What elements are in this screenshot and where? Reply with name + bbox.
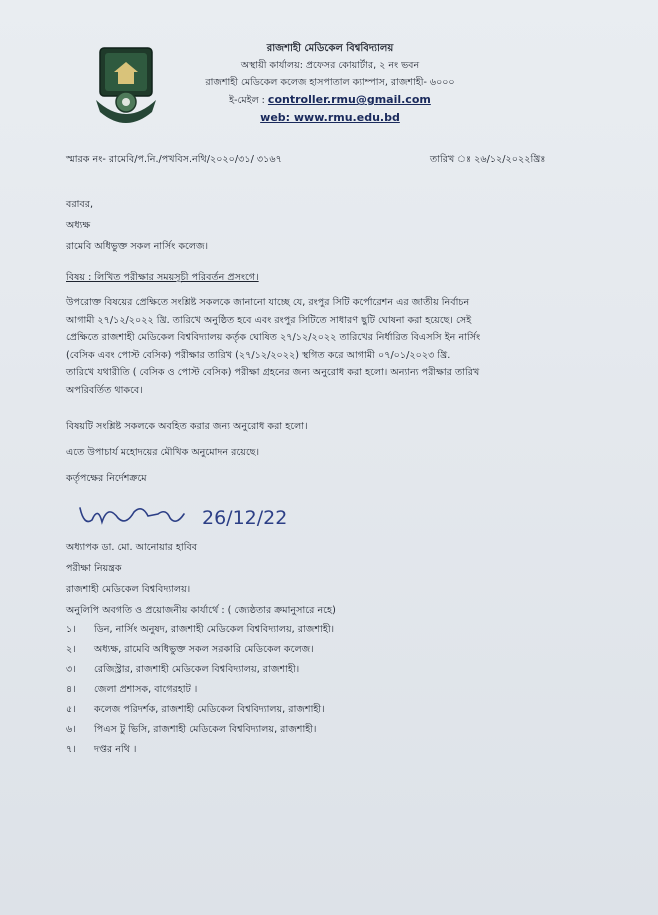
body-line: আগামী ২৭/১২/২০২২ খ্রি. তারিখে অনুষ্ঠিত হবে এবং রংপুর সিটিতে সাধারণ ছুটি ঘোষনা করা হয়েছে। সেই — [66, 314, 472, 326]
signatory-title: পরীক্ষা নিয়ন্ত্রক — [66, 563, 122, 574]
signatory-org: রাজশাহী মেডিকেল বিশ্ববিদ্যালয়। — [66, 584, 191, 595]
signature-date: 26/12/22 — [202, 507, 288, 529]
web-link[interactable]: web: www.rmu.edu.bd — [260, 111, 400, 124]
recipient-title: অধ্যক্ষ — [66, 220, 91, 231]
body-line: অপরিবর্তিত থাকবে। — [66, 384, 143, 396]
cc-item — [66, 680, 334, 700]
office-address: অস্থায়ী কার্যালয়: প্রফেসর কোয়ার্টার, ২ নং ভবন — [240, 60, 420, 71]
cc-number: ২। — [66, 643, 76, 655]
subject-line: বিষয় : লিখিত পরীক্ষার সময়সূচী পরিবর্তন প্রসংগে। — [66, 272, 259, 283]
cc-item — [66, 720, 334, 740]
cc-item — [66, 740, 334, 760]
memo-number: স্মারক নং- রামেবি/প.নি./পখবিস.নথি/২০২০/৩১/ ৩১৬৭ — [66, 154, 282, 165]
cc-text: পিএস টু ভিসি, রাজশাহী মেডিকেল বিশ্ববিদ্যালয়, রাজশাহী। — [94, 723, 317, 735]
cc-text: দপ্তর নথি । — [94, 743, 137, 755]
cc-number: ৫। — [66, 703, 76, 715]
cc-number: ৭। — [66, 743, 76, 755]
campus-address: রাজশাহী মেডিকেল কলেজ হাসপাতাল ক্যাম্পাস, রাজশাহী- ৬০০০ — [205, 77, 455, 88]
cc-item — [66, 700, 334, 720]
body-line: (বেসিক এবং পোস্ট বেসিক) পরীক্ষার তারিখ (২৭/১২/২০২২) স্থগিত করে আগামী ০৭/০১/২০২৩ খ্রি. — [66, 349, 451, 361]
recipient-org: রামেবি অধিভুক্ত সকল নার্সিং কলেজ। — [66, 241, 209, 252]
cc-text: ডিন, নার্সিং অনুষদ, রাজশাহী মেডিকেল বিশ্ববিদ্যালয়, রাজশাহী। — [94, 623, 335, 635]
cc-number: ৬। — [66, 723, 76, 735]
body-line: প্রেক্ষিতে রাজশাহী মেডিকেল বিশ্ববিদ্যালয় কর্তৃক ঘোষিত ২৭/১২/২০২২ তারিখের নির্ধারিত বিএসসি ইন নার্সিং — [66, 332, 481, 343]
email-line — [180, 91, 480, 109]
cc-heading: অনুলিপি অবগতি ও প্রয়োজনীয় কার্যার্থে : ( জ্যেষ্ঠতার ক্রমানুসারে নহে) — [66, 605, 336, 616]
body-line: তারিখে যথারীতি ( বেসিক ও পোস্ট বেসিক) পরীক্ষা গ্রহনের জন্য অনুরোধ করা হলো। অন্যান্য পরীক্ষার তারিখ — [66, 367, 480, 378]
request-line: বিষয়টি সংশ্লিষ্ট সকলকে অবহিত করার জন্য অনুরোধ করা হলো। — [66, 421, 308, 432]
recipient-salutation: বরাবর, — [66, 199, 94, 210]
handwritten-signature — [74, 498, 324, 532]
university-logo — [92, 42, 160, 124]
cc-list — [66, 620, 334, 760]
cc-item — [66, 660, 334, 680]
letter-date: তারিখ ঃ ২৬/১২/২০২২খ্রিঃ — [430, 154, 546, 165]
cc-item — [66, 640, 334, 660]
email-label: ই-মেইল : — [229, 95, 265, 106]
cc-number: ৪। — [66, 683, 76, 695]
body-paragraph — [66, 294, 612, 399]
letterhead — [180, 40, 480, 126]
cc-text: কলেজ পরিদর্শক, রাজশাহী মেডিকেল বিশ্ববিদ্যালয়, রাজশাহী। — [94, 703, 325, 715]
cc-number: ১। — [66, 623, 76, 635]
cc-text: রেজিস্ট্রার, রাজশাহী মেডিকেল বিশ্ববিদ্যালয়, রাজশাহী। — [94, 663, 300, 675]
cc-text: জেলা প্রশাসক, বাগেরহাট । — [94, 683, 198, 695]
cc-text: অধ্যক্ষ, রামেবি অধিভুক্ত সকল সরকারি মেডিকেল কলেজ। — [94, 643, 314, 655]
body-line: উপরোক্ত বিষয়ের প্রেক্ষিতে সংশ্লিষ্ট সকলকে জানানো যাচ্ছে যে, রংপুর সিটি কর্পোরেশন এর জাতীয় নির্বাচন — [66, 297, 470, 308]
cc-item — [66, 620, 334, 640]
signatory-name: অধ্যাপক ডা. মো. আনোয়ার হাবিব — [66, 542, 198, 553]
authority-line: কর্তৃপক্ষের নির্দেশক্রমে — [66, 473, 147, 484]
cc-number: ৩। — [66, 663, 76, 675]
email-link[interactable]: controller.rmu@gmail.com — [267, 93, 431, 106]
university-name: রাজশাহী মেডিকেল বিশ্ববিদ্যালয় — [266, 43, 394, 54]
approval-line: এতে উপাচার্য মহোদয়ের মৌখিক অনুমোদন রয়েছে। — [66, 447, 260, 458]
